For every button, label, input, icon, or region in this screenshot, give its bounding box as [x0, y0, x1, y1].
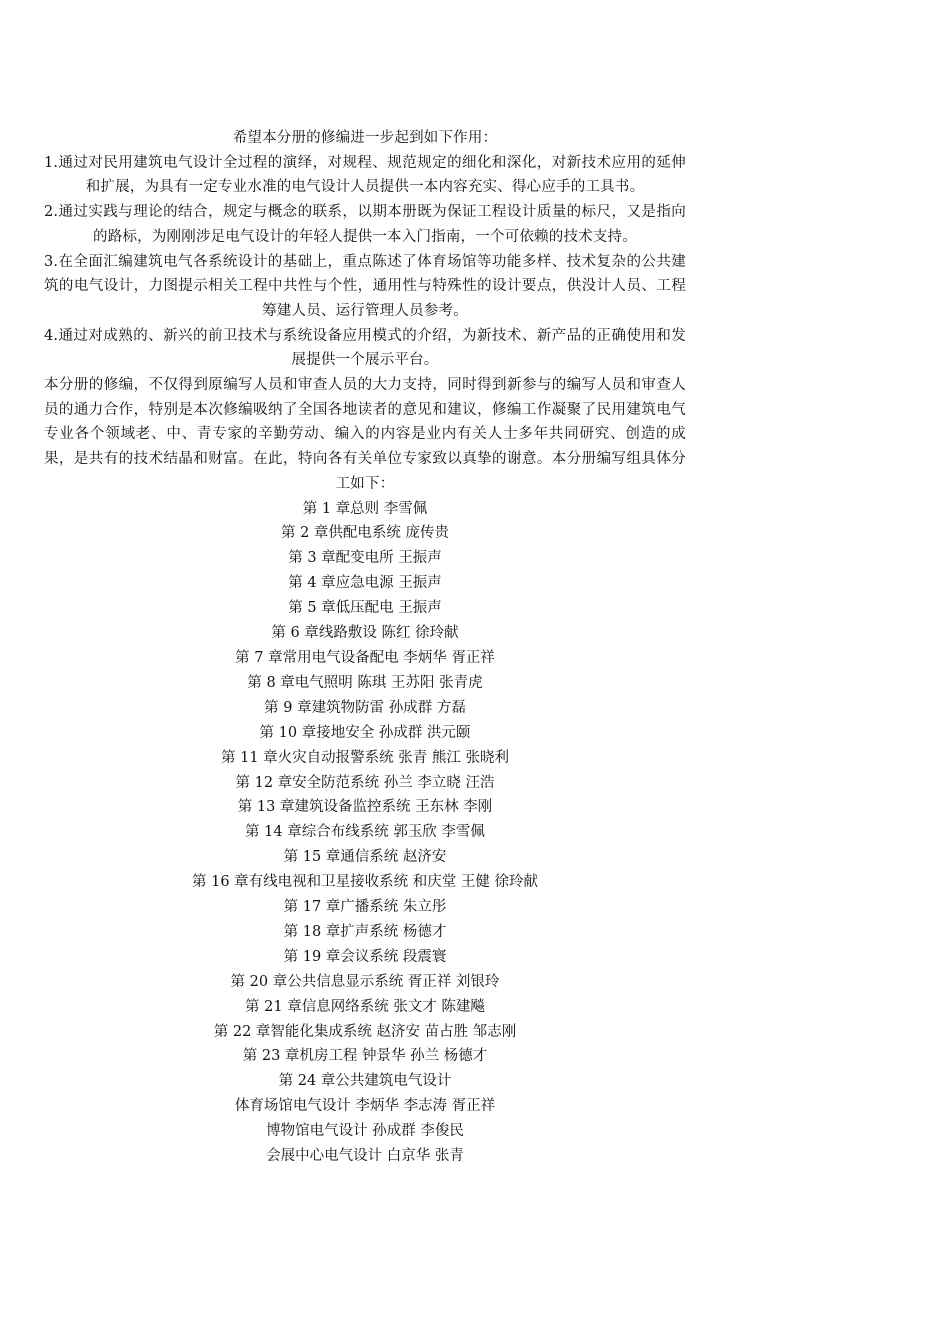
document-page [44, 126, 686, 1169]
chapter-line: 第 18 章扩声系统 杨德才 [283, 923, 447, 940]
chapter-line: 第 2 章供配电系统 庞传贵 [280, 525, 450, 542]
point-4: 4.通过对成熟的、新兴的前卫技术与系统设备应用模式的介绍，为新技术、新产品的正确使用和发展提供一个展示平台。 [44, 327, 686, 369]
chapter-subsection-line: 会展中心电气设计 白京华 张青 [266, 1148, 464, 1165]
chapter-line: 第 24 章公共建筑电气设计 [278, 1073, 452, 1090]
chapter-line: 第 1 章总则 李雪佩 [302, 500, 428, 517]
intro-text: 希望本分册的修编进一步起到如下作用： [232, 130, 498, 146]
chapter-line: 第 15 章通信系统 赵济安 [283, 849, 447, 866]
acknowledgement-paragraph: 本分册的修编，不仅得到原编写人员和审查人员的大力支持，同时得到新参与的编写人员和审查人员的通力合作，特别是本次修编吸纳了全国各地读者的意见和建议，修编工作凝聚了民用建筑电气专业各个领域老、中、青专家的辛勤劳动、编入的内容是业内有关人士多年共同研究、创造的成果，是共有的技术结晶和财富。在此，特向各有关单位专家致以真挚的谢意。本分册编写组具体分工如下： [44, 377, 686, 492]
chapter-line: 第 6 章线路敷设 陈红 徐玲献 [271, 625, 459, 642]
chapter-line: 第 5 章低压配电 王振声 [288, 600, 442, 617]
chapter-line: 第 3 章配变电所 王振声 [288, 550, 442, 567]
chapter-line: 第 16 章有线电视和卫星接收系统 和庆堂 王健 徐玲献 [192, 874, 538, 891]
chapter-line: 第 12 章安全防范系统 孙兰 李立晓 汪浩 [235, 774, 495, 791]
chapter-author-list [44, 497, 686, 1169]
chapter-line: 第 17 章广播系统 朱立彤 [283, 899, 447, 916]
chapter-line: 第 23 章机房工程 钟景华 孙兰 杨德才 [242, 1048, 488, 1065]
point-2: 2.通过实践与理论的结合，规定与概念的联系，以期本册既为保证工程设计质量的标尺，又是指向的路标，为刚刚涉足电气设计的年轻人提供一本入门指南，一个可依赖的技术支持。 [44, 204, 686, 245]
chapter-line: 第 11 章火灾自动报警系统 张青 熊江 张晓利 [221, 749, 509, 766]
chapter-subsection-line: 博物馆电气设计 孙成群 李俊民 [266, 1123, 464, 1140]
chapter-line: 第 9 章建筑物防雷 孙成群 方磊 [264, 699, 466, 716]
chapter-line: 第 21 章信息网络系统 张文才 陈建飚 [245, 998, 485, 1015]
chapter-line: 第 4 章应急电源 王振声 [288, 575, 442, 592]
chapter-line: 第 22 章智能化集成系统 赵济安 苗占胜 邹志刚 [213, 1023, 517, 1040]
chapter-line: 第 20 章公共信息显示系统 胥正祥 刘银玲 [230, 973, 500, 990]
chapter-line: 第 13 章建筑设备监控系统 王东林 李刚 [237, 799, 493, 816]
chapter-line: 第 10 章接地安全 孙成群 洪元颐 [259, 724, 471, 741]
chapter-line: 第 19 章会议系统 段震寰 [283, 948, 447, 965]
point-3: 3.在全面汇编建筑电气各系统设计的基础上，重点陈述了体育场馆等功能多样、技术复杂的公共建筑的电气设计，力图提示相关工程中共性与个性，通用性与特殊性的设计要点，供没计人员、工程筹建人员、运行管理人员参考。 [44, 253, 686, 319]
point-1: 1.通过对民用建筑电气设计全过程的演绎，对规程、规范规定的细化和深化，对新技术应用的延伸和扩展，为具有一定专业水准的电气设计人员提供一本内容充实、得心应手的工具书。 [44, 154, 686, 196]
chapter-line: 第 8 章电气照明 陈琪 王苏阳 张青虎 [247, 674, 483, 691]
chapter-subsection-line: 体育场馆电气设计 李炳华 李志涛 胥正祥 [234, 1098, 496, 1115]
chapter-line: 第 14 章综合布线系统 郭玉欣 李雪佩 [245, 824, 485, 841]
chapter-line: 第 7 章常用电气设备配电 李炳华 胥正祥 [235, 649, 495, 666]
